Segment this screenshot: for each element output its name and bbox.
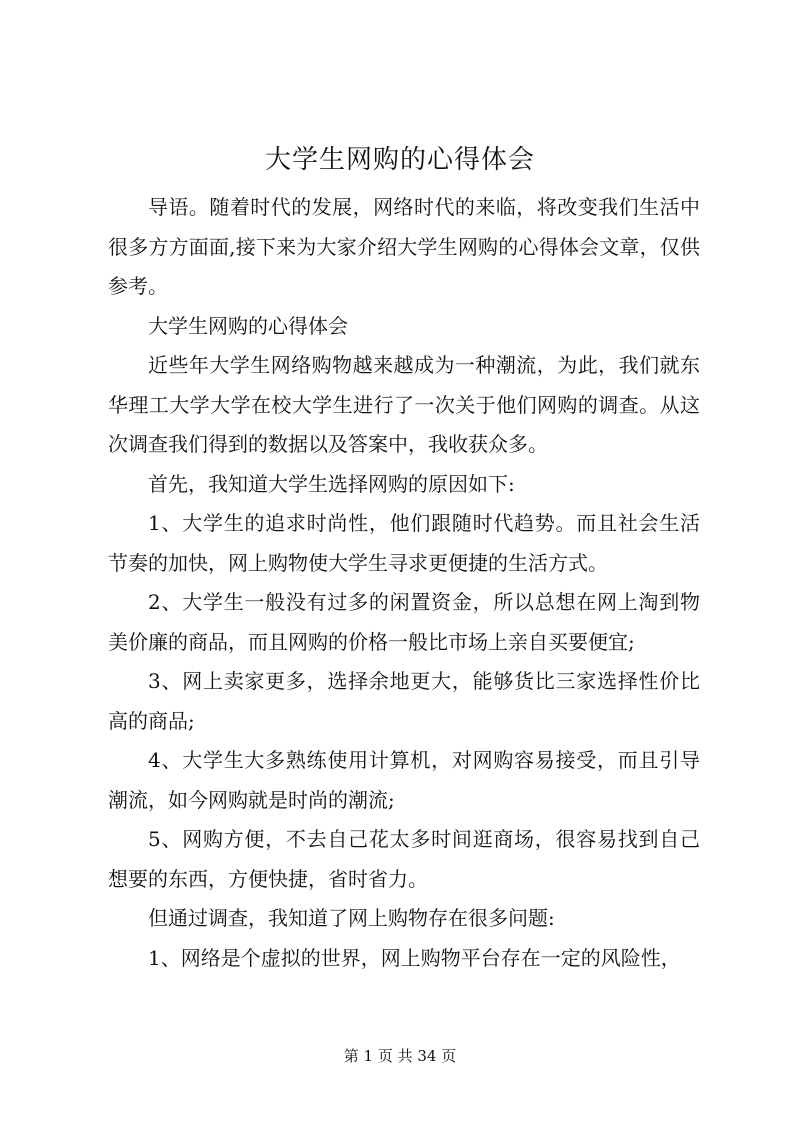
- paragraph-reasons-heading: 首先，我知道大学生选择网购的原因如下:: [148, 471, 515, 496]
- page-footer: 第 1 页 共 34 页: [343, 1047, 457, 1065]
- paragraph-reason-3: 3、网上卖家更多，选择余地更大，能够货比三家选择性价比高的商品;: [108, 669, 700, 733]
- page-title: 大学生网购的心得体会: [264, 145, 535, 175]
- document-body: [108, 188, 700, 978]
- paragraph-problems-heading: 但通过调查，我知道了网上购物存在很多问题:: [148, 906, 555, 930]
- paragraph-survey: 近些年大学生网络购物越来越成为一种潮流，为此，我们就东华理工大学大学在校大学生进行了一次关于他们网购的调查。从这次调查我们得到的数据以及答案中，我收获众多。: [108, 353, 700, 456]
- paragraph-reason-5: 5、网购方便，不去自己花太多时间逛商场，很容易找到自己想要的东西，方便快捷，省时省力。: [108, 827, 700, 891]
- paragraph-reason-2: 2、大学生一般没有过多的闲置资金，所以总想在网上淘到物美价廉的商品，而且网购的价格一般比市场上亲自买要便宜;: [108, 590, 700, 654]
- paragraph-problem-1: 1、网络是个虚拟的世界，网上购物平台存在一定的风险性，: [148, 945, 681, 970]
- paragraph-reason-1: 1、大学生的追求时尚性，他们跟随时代趋势。而且社会生活节奏的加快，网上购物使大学生寻求更便捷的生活方式。: [108, 511, 700, 575]
- paragraph-subtitle: 大学生网购的心得体会: [148, 313, 348, 338]
- paragraph-reason-4: 4、大学生大多熟练使用计算机，对网购容易接受，而且引导潮流，如今网购就是时尚的潮流;: [108, 748, 700, 812]
- paragraph-intro: 导语。随着时代的发展，网络时代的来临，将改变我们生活中很多方方面面,接下来为大家介绍大学生网购的心得体会文章，仅供参考。: [108, 195, 700, 298]
